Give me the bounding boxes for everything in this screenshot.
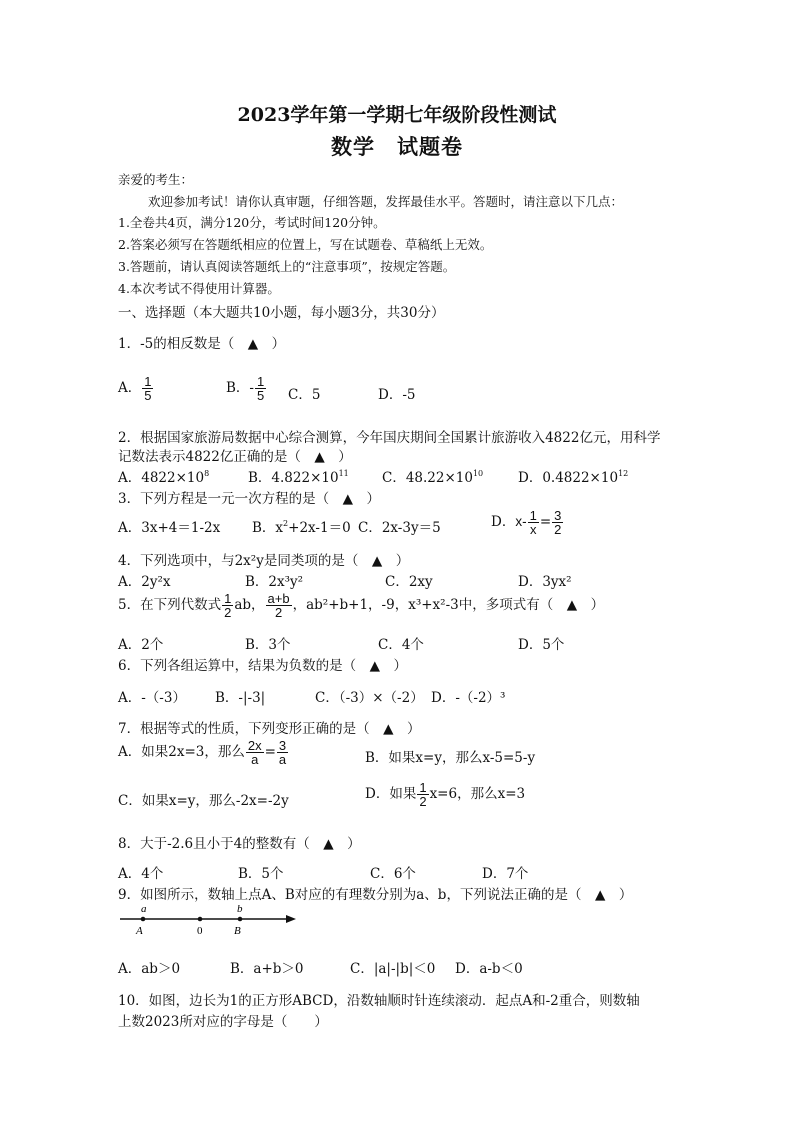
fraction: $\frac{1}{x}$: [529, 508, 537, 537]
q7-option-a: A．如果2x=3，那么 $\frac{2x}{a}$ = $\frac{3}{a}$: [118, 738, 287, 767]
q9-stem: 9．如图所示，数轴上点A、B对应的有理数分别为a、b，下列说法正确的是（ ▲ ）: [118, 887, 633, 903]
q2-option-d: D．$0.4822\times 10^{12}$: [518, 469, 629, 486]
q5-stem: 5．在下列代数式 $\frac{1}{2}$ ab， $\frac{a+b}{2}$ ，ab²+b+1，-9，x³+x²-3中，多项式有（ ▲ ）: [118, 591, 605, 620]
q6-option-a: A．-（-3）: [118, 690, 186, 706]
q6-option-d: D．-（-2）³: [431, 690, 506, 706]
label-A: A: [136, 925, 143, 937]
q5-option-b: B．3个: [245, 637, 291, 653]
note-3: 3.答题前，请认真阅读答题纸上的“注意事项”，按规定答题。: [118, 259, 456, 274]
q7-stem: 7．根据等式的性质，下列变形正确的是（ ▲ ）: [118, 721, 421, 737]
q8-option-c: C．6个: [370, 866, 416, 882]
note-2: 2.答案必须写在答题纸相应的位置上，写在试题卷、草稿纸上无效。: [118, 237, 493, 252]
greeting: 亲爱的考生：: [118, 172, 194, 187]
exam-subtitle: [0, 131, 794, 161]
fraction: $\frac{1}{2}$: [419, 780, 427, 809]
point-origin: [198, 917, 203, 922]
q1-option-c: C．5: [288, 387, 321, 403]
q5-option-d: D．5个: [518, 637, 565, 653]
label-zero: 0: [197, 925, 203, 937]
fraction: $\frac{1}{2}$: [224, 591, 232, 620]
q3-option-d: D．x- $\frac{1}{x}$ = $\frac{3}{2}$: [491, 508, 562, 537]
q2-stem-line2: 记数法表示4822亿正确的是（ ▲ ）: [118, 449, 352, 465]
fraction: $\frac{1}{5}$: [256, 374, 265, 403]
number-line-figure: [118, 900, 298, 942]
q8-option-a: A．4个: [118, 866, 164, 882]
label-a: a: [141, 903, 147, 915]
q4-option-b: B．2x³y²: [245, 574, 304, 590]
q10-stem-line2: 上数2023所对应的字母是（ ）: [118, 1014, 328, 1030]
q2-option-c: C．$48.22\times 10^{10}$: [382, 469, 484, 486]
q7-option-c: C．如果x=y，那么-2x=-2y: [118, 793, 289, 809]
q9-option-b: B．a+b＞0: [230, 961, 304, 977]
fraction: $\frac{2x}{a}$: [247, 738, 262, 767]
q3-option-a: A．3x+4＝1-2x: [118, 520, 221, 536]
q4-stem: 4．下列选项中，与2x²y是同类项的是（ ▲ ）: [118, 553, 410, 569]
arrow-right-icon: [286, 915, 296, 923]
q3-stem: 3．下列方程是一元一次方程的是（ ▲ ）: [118, 491, 380, 507]
fraction: $\frac{3}{a}$: [278, 738, 287, 767]
point-A: [141, 917, 146, 922]
q5-option-a: A．2个: [118, 637, 164, 653]
q2-stem-line1: 2．根据国家旅游局数据中心综合测算，今年国庆期间全国累计旅游收入4822亿元，用科学: [118, 430, 661, 446]
q3-option-b: B．$x^2+2x-1=0$: [252, 519, 351, 536]
q9-option-d: D．a-b＜0: [455, 961, 523, 977]
q8-stem: 8．大于-2.6且小于4的整数有（ ▲ ）: [118, 836, 361, 852]
exam-title: 2023学年第一学期七年级阶段性测试: [237, 104, 557, 126]
q1-option-a: A． $\frac{1}{5}$: [118, 374, 152, 403]
q1-option-d: D．-5: [378, 387, 416, 403]
q9-option-a: A．ab＞0: [118, 961, 181, 977]
q6-stem: 6．下列各组运算中，结果为负数的是（ ▲ ）: [118, 658, 407, 674]
welcome-text: 欢迎参加考试！请你认真审题，仔细答题，发挥最佳水平。答题时，请注意以下几点：: [148, 194, 624, 209]
fraction: $\frac{3}{2}$: [554, 508, 562, 537]
fraction: $\frac{a+b}{2}$: [267, 591, 290, 620]
q6-option-c: C．（-3）×（-2）: [315, 690, 424, 706]
q5-option-c: C．4个: [378, 637, 424, 653]
q6-option-b: B．-|-3|: [215, 690, 266, 706]
q2-option-a: A．$4822\times 10^8$: [118, 469, 210, 486]
q1-stem: 1．-5的相反数是（ ▲ ）: [118, 336, 286, 352]
q7-option-d: D．如果 $\frac{1}{2}$ x=6，那么x=3: [365, 780, 526, 809]
label-b: b: [237, 903, 243, 915]
point-B: [238, 917, 243, 922]
subject-label: 数学: [331, 134, 375, 159]
q8-option-b: B．5个: [238, 866, 284, 882]
q1-option-b: B．- $\frac{1}{5}$: [226, 374, 265, 403]
q7-option-b: B．如果x=y，那么x-5=5-y: [365, 750, 536, 766]
paper-label: 试题卷: [397, 134, 463, 159]
q8-option-d: D．7个: [482, 866, 529, 882]
fraction: $\frac{1}{5}$: [144, 374, 152, 403]
q4-option-d: D．3yx²: [518, 574, 572, 590]
q4-option-a: A．2y²x: [118, 574, 171, 590]
q3-option-c: C．2x-3y＝5: [358, 520, 441, 536]
note-4: 4.本次考试不得使用计算器。: [118, 281, 280, 296]
note-1: 1.全卷共4页，满分120分，考试时间120分钟。: [118, 215, 386, 230]
q2-option-b: B．$4.822\times 10^{11}$: [248, 469, 349, 486]
q10-stem-line1: 10．如图，边长为1的正方形ABCD，沿数轴顺时针连续滚动．起点A和-2重合，则数轴: [118, 993, 640, 1009]
label-B: B: [234, 925, 241, 937]
section-heading: 一、选择题（本大题共10小题，每小题3分，共30分）: [118, 305, 445, 321]
q4-option-c: C．2xy: [385, 574, 433, 590]
q9-option-c: C．|a|-|b|＜0: [350, 961, 436, 977]
